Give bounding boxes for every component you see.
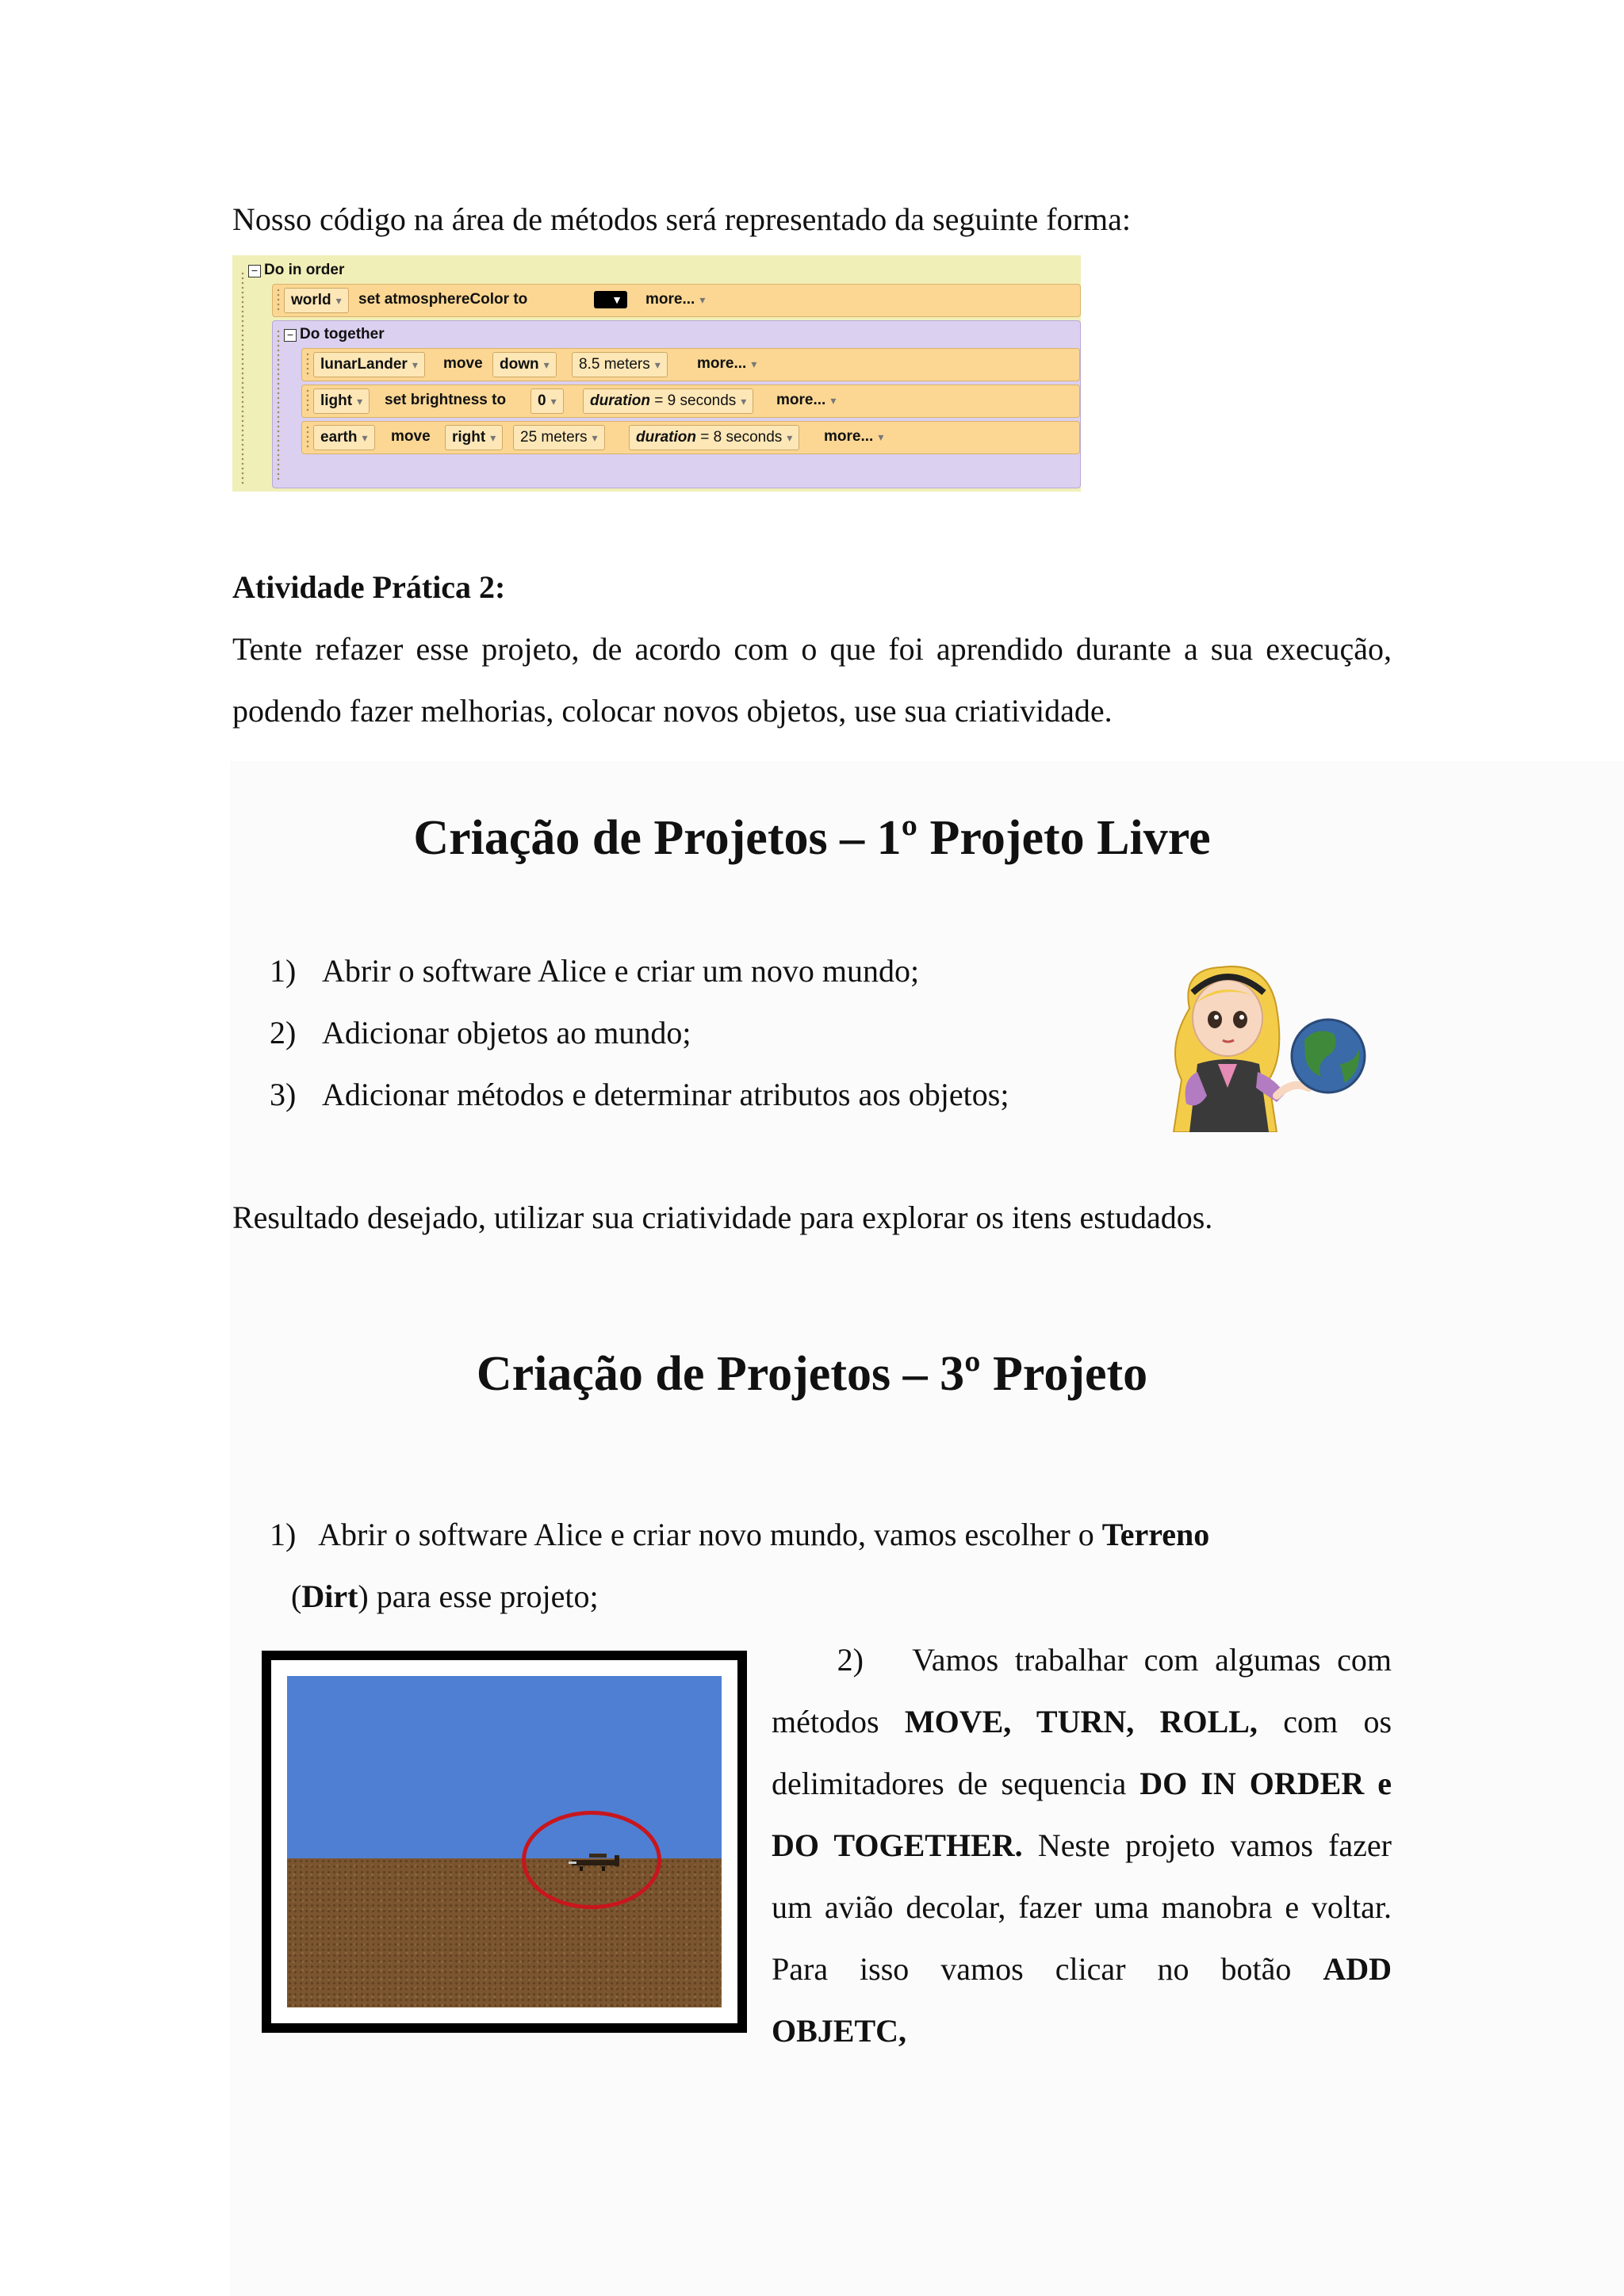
dropdown-icon: ▾ [550, 395, 557, 408]
drag-handle [305, 388, 310, 414]
section2-item1-cont [291, 1566, 599, 1628]
dropdown-icon: ▾ [699, 293, 706, 306]
more-label: more... [697, 355, 747, 372]
down-label: down [500, 356, 539, 373]
more-label: more... [776, 392, 826, 408]
collapse-icon[interactable]: − [248, 265, 261, 277]
earth-label: earth [320, 429, 358, 446]
set-brightness-label: set brightness to [385, 392, 507, 408]
bold-term: DO TOGETHER. [772, 1827, 1023, 1863]
item-number: 1) [270, 1517, 297, 1552]
activity-body: Tente refazer esse projeto, de acordo com o que foi aprendido durante a sua execução, podendo fazer melhorias, colocar novos objetos, use sua criatividade. [232, 631, 1392, 729]
globe-icon [1292, 1020, 1365, 1093]
light-object[interactable] [313, 388, 370, 414]
alice-character-image [1158, 961, 1372, 1132]
dropdown-icon: ▾ [490, 431, 496, 444]
list-item [270, 940, 919, 1002]
bold-term: Terreno [1101, 1517, 1210, 1552]
duration-label: duration [636, 429, 696, 446]
direction-down[interactable] [492, 352, 557, 377]
section2-item2 [772, 1629, 1392, 2062]
duration-label: duration [590, 392, 650, 409]
do-together-block[interactable] [272, 320, 1081, 488]
set-atmosphere-label: set atmosphereColor to [358, 291, 528, 308]
distance-value[interactable] [572, 352, 668, 377]
dropdown-icon: ▾ [362, 431, 368, 444]
bold-term: DO IN ORDER [1139, 1766, 1365, 1801]
more-button[interactable] [691, 352, 763, 376]
more-button[interactable] [770, 388, 842, 412]
dropdown-icon: ▼ [611, 293, 622, 306]
section2-item1 [270, 1504, 1394, 1566]
duration-value: = 8 seconds [700, 429, 783, 446]
item-text: Neste projeto vamos fazer um avião decolar, fazer uma manobra e voltar. Para isso vamos clicar no botão [772, 1827, 1392, 1987]
dropdown-icon: ▾ [357, 395, 363, 408]
duration-9-param[interactable] [583, 388, 753, 414]
item-number: 2) [270, 1015, 297, 1050]
dropdown-icon: ▾ [335, 294, 342, 307]
duration-8-param[interactable] [629, 425, 799, 450]
terrain-screenshot [287, 1676, 722, 2007]
item-text: Vamos trabalhar com algumas com métodos [772, 1642, 1392, 1739]
drag-handle [276, 329, 281, 480]
move-label: move [391, 428, 431, 445]
section1-result: Resultado desejado, utilizar sua criatividade para explorar os itens estudados. [232, 1200, 1213, 1235]
bold-term: Dirt [301, 1578, 358, 1614]
zero-label: 0 [538, 392, 546, 409]
list-item [270, 1064, 1009, 1126]
item-text: Adicionar objetos ao mundo; [322, 1015, 691, 1050]
item-text: Abrir o software Alice e criar novo mundo, vamos escolher o [318, 1517, 1102, 1552]
activity-title: Atividade Prática 2: [232, 569, 506, 605]
more-button[interactable] [818, 425, 890, 449]
section2-heading: Criação de Projetos – 3º Projeto [476, 1347, 1148, 1401]
move-label: move [443, 355, 483, 372]
item-number: 3) [270, 1077, 297, 1112]
bold-term: MOVE, TURN, ROLL, [904, 1704, 1258, 1739]
dropdown-icon: ▾ [878, 430, 884, 443]
item-text: Adicionar métodos e determinar atributos aos objetos; [322, 1077, 1009, 1112]
more-label: more... [645, 291, 695, 308]
duration-value: = 9 seconds [654, 392, 737, 409]
meters-label: 8.5 meters [579, 356, 650, 373]
item-text: ( [291, 1578, 302, 1614]
section1-heading: Criação de Projetos – 1º Projeto Livre [413, 811, 1211, 865]
direction-right[interactable] [445, 425, 503, 450]
item-text: Abrir o software Alice e criar um novo mundo; [322, 953, 920, 989]
drag-handle [276, 288, 281, 313]
color-swatch-black[interactable] [594, 291, 627, 308]
do-together-label: Do together [300, 326, 385, 342]
dropdown-icon: ▾ [592, 431, 598, 444]
light-statement[interactable] [301, 385, 1080, 418]
right-label: right [452, 429, 486, 446]
item-number: 1) [270, 953, 297, 989]
item-text: com os delimitadores de sequencia [772, 1704, 1392, 1801]
lunarlander-label: lunarLander [320, 356, 408, 373]
dropdown-icon: ▾ [751, 358, 757, 370]
dropdown-icon: ▾ [654, 358, 661, 371]
drag-handle [305, 352, 310, 377]
lunarlander-statement[interactable] [301, 348, 1080, 381]
brightness-value[interactable] [530, 388, 564, 414]
lunarlander-object[interactable] [313, 352, 425, 377]
bold-term: ADD OBJETC, [772, 1951, 1392, 2049]
intro-text: Nosso código na área de métodos será representado da seguinte forma: [232, 201, 1131, 237]
sky-area [287, 1676, 722, 1858]
collapse-icon[interactable]: − [284, 329, 297, 342]
drag-handle [305, 425, 310, 450]
world-label: world [291, 292, 331, 308]
do-in-order-label: Do in order [264, 262, 345, 278]
item-text: ) para esse projeto; [358, 1578, 599, 1614]
meters-label: 25 meters [520, 429, 588, 446]
list-item [270, 1002, 691, 1064]
earth-statement[interactable] [301, 421, 1080, 454]
drag-handle[interactable] [240, 271, 245, 485]
terrain-screenshot-frame [262, 1651, 747, 2033]
alice-code-panel [232, 255, 1081, 492]
dropdown-icon: ▾ [741, 395, 747, 408]
world-statement[interactable] [272, 284, 1081, 317]
dropdown-icon: ▾ [412, 358, 418, 371]
highlight-ring [522, 1811, 661, 1909]
light-label: light [320, 392, 353, 409]
dropdown-icon: ▾ [543, 358, 550, 371]
more-button[interactable] [639, 288, 711, 312]
bold-term: e [1364, 1766, 1392, 1801]
earth-object[interactable] [313, 425, 375, 450]
dropdown-icon: ▾ [830, 394, 837, 407]
more-label: more... [824, 428, 874, 445]
dirt-terrain [287, 1858, 722, 2007]
world-object[interactable] [284, 288, 349, 313]
item-number: 2) [837, 1642, 864, 1678]
dropdown-icon: ▾ [787, 431, 793, 444]
terrain-screenshot-border [271, 1660, 737, 2023]
distance-value[interactable] [513, 425, 605, 450]
